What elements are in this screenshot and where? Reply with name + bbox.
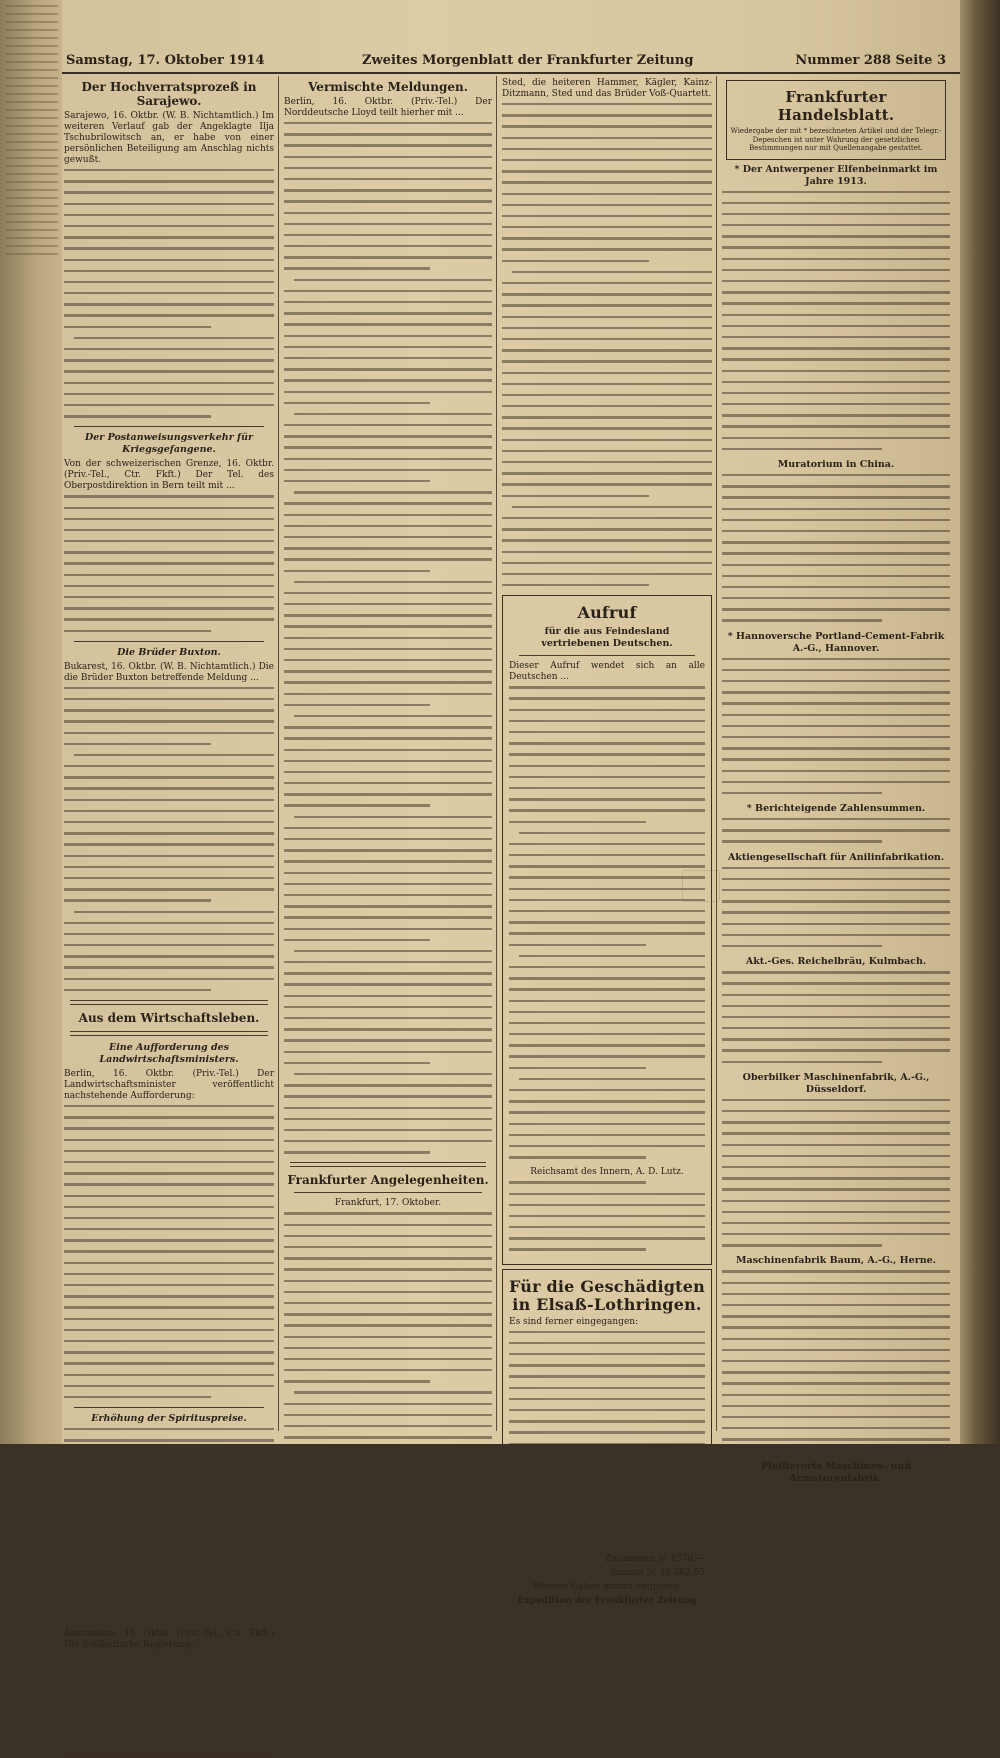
double-divider	[70, 1031, 268, 1036]
article-body	[502, 103, 712, 586]
masthead-title: Zweites Morgenblatt der Frankfurter Zeitung	[362, 53, 694, 68]
column-4	[722, 76, 950, 1484]
article-body	[722, 971, 950, 1063]
headline-buxton: Die Brüder Buxton.	[117, 646, 221, 658]
masthead-page-number: Nummer 288 Seite 3	[795, 53, 946, 68]
headline-postanweisung: Der Postanweisungsverkehr für Kriegsgefangene.	[84, 432, 254, 456]
headline-elsass-lothringen: Für die Geschädigten in Elsaß-Lothringen.	[509, 1276, 705, 1314]
article-body	[64, 1428, 274, 1621]
donation-box	[502, 1269, 712, 1616]
adjacent-page-edge	[0, 0, 62, 1444]
masthead-date: Samstag, 17. Oktober 1914	[66, 53, 265, 68]
double-divider	[290, 1162, 486, 1167]
article-body	[64, 495, 274, 632]
divider	[519, 655, 695, 656]
article-lead: Berlin, 16. Oktbr. (Priv.-Tel.) Der Norddeutsche Lloyd teilt hierher mit ...	[284, 97, 492, 118]
headline-aufruf: Aufruf	[577, 603, 637, 623]
donation-footer: Weitere Gaben nimmt entgegen:	[532, 1582, 682, 1593]
article-body	[722, 867, 950, 948]
masthead	[62, 48, 960, 74]
column-1	[64, 76, 274, 1651]
article-lead: Bukarest, 16. Oktbr. (W. B. Nichtamtlich.) Die die Brüder Buxton betreffende Meldung ...	[64, 661, 274, 683]
donation-subtotal: Zusammen ℳ 1370.—	[604, 1554, 705, 1565]
headline-handelsblatt: Frankfurter Handelsblatt.	[777, 88, 895, 124]
headline-elfenbeinmarkt: * Der Antwerpener Elfenbeinmarkt im Jahre 1913.	[734, 163, 938, 187]
article-body	[722, 1488, 950, 1636]
donor-list	[509, 1331, 705, 1546]
article-body	[722, 474, 950, 622]
article-lead: Berlin, 16. Oktbr. (Priv.-Tel.) Der Landwirtschaftsminister veröffentlicht nachstehende Aufforderung:	[64, 1069, 274, 1101]
headline-frankfurter-angelegenheiten: Frankfurter Angelegenheiten.	[287, 1173, 489, 1188]
headline-muratorium: Muratorium in China.	[777, 459, 895, 470]
headline-maschinenfabrik-baum: Maschinenfabrik Baum, A.-G., Herne.	[736, 1255, 936, 1267]
divider	[74, 1407, 264, 1408]
headline-landwirtschaft: Eine Aufforderung des Landwirtschaftsministers.	[99, 1042, 239, 1065]
article-body	[64, 1105, 274, 1398]
donation-footer-expedition: Expedition der Frankfurter Zeitung	[517, 1596, 697, 1607]
article-body	[722, 191, 950, 451]
divider	[74, 641, 264, 642]
headline-sarajewo: Der Hochverratsprozeß in Sarajewo.	[81, 80, 257, 108]
headline-spirituspreise: Erhöhung der Spirituspreise.	[91, 1413, 247, 1425]
article-body	[509, 686, 705, 1158]
donation-total: Summa ℳ 38 382.95	[609, 1568, 705, 1579]
divider	[74, 426, 264, 427]
column-divider	[496, 76, 497, 1431]
article-body	[722, 818, 950, 843]
dateline: Frankfurt, 17. Oktober.	[334, 1198, 442, 1209]
divider	[294, 1192, 482, 1193]
article-body	[722, 1099, 950, 1247]
article-body	[284, 122, 492, 1154]
headline-anilinfabrikation: Aktiengesellschaft für Anilinfabrikation.	[727, 851, 945, 863]
article-body	[64, 687, 274, 991]
article-body	[722, 658, 950, 795]
appeal-box	[502, 595, 712, 1264]
handelsblatt-header	[726, 80, 946, 160]
column-2	[284, 76, 492, 1431]
handelsblatt-notice: Wiedergabe der mit * bezeichneten Artikel und der Telegr.-Depeschen ist unter Wahrung der gesetzlichen Bestimmungen nur mit Quellenangabe gestattet.	[730, 127, 942, 152]
headline-pfeifferorts: Pfeifferorts Maschinen- und Armaturenfabrik.	[760, 1460, 911, 1484]
appeal-signature: Reichsamt des Innern, A. D. Lutz.	[530, 1167, 684, 1178]
double-divider	[70, 1000, 268, 1005]
headline-zahlensummen: * Berichteigende Zahlensummen.	[746, 803, 926, 815]
article-body	[509, 1181, 705, 1251]
article-lead: Amsterdam, 16. Oktbr. (Priv.-Tel., Ctr. Fkft.) Die holländische Regierung ...	[64, 1629, 274, 1651]
column-3	[502, 76, 712, 1607]
article-body	[722, 1270, 950, 1451]
headline-oberbilker: Oberbilker Maschinenfabrik, A.-G., Düsseldorf.	[742, 1071, 930, 1095]
article-lead: Von der schweizerischen Grenze, 16. Oktbr. (Priv.-Tel., Ctr. Fkft.) Der Tel. des Oberpostdirektion in Bern teilt mit ...	[64, 459, 274, 492]
article-lead: Sted, die heiteren Hammer, Kägler, Kainz-Ditzmann, Sted und das Brüder Voß-Quartett.	[502, 78, 712, 99]
book-binding-edge	[960, 0, 1000, 1444]
headline-reichelbraeu: Akt.-Ges. Reichelbräu, Kulmbach.	[745, 956, 927, 968]
headline-vermischte: Vermischte Meldungen.	[308, 80, 468, 94]
headline-aufruf-sub: für die aus Feindesland vertriebenen Deutschen.	[541, 626, 673, 650]
headline-hannoversche: * Hannoversche Portland-Cement-Fabrik A.-G., Hannover.	[727, 630, 945, 654]
library-stamp	[682, 870, 720, 902]
column-divider	[716, 76, 717, 1431]
newspaper-page	[62, 0, 960, 1651]
headline-wirtschaftsleben: Aus dem Wirtschaftsleben.	[78, 1011, 260, 1025]
article-body	[284, 1212, 492, 1718]
column-divider	[278, 76, 279, 1431]
article-lead: Es sind ferner eingegangen:	[509, 1316, 639, 1327]
article-body	[64, 169, 274, 418]
article-body	[64, 1654, 274, 1757]
article-lead: Sarajewo, 16. Oktbr. (W. B. Nichtamtlich.) Im weiteren Verlauf gab der Angeklagte Ilja Tschubrilowitsch an, er habe von einer persönlichen Beteiligung am Anschlag nichts gewußt.	[64, 111, 274, 165]
article-lead: Dieser Aufruf wendet sich an alle Deutschen ...	[509, 661, 705, 683]
